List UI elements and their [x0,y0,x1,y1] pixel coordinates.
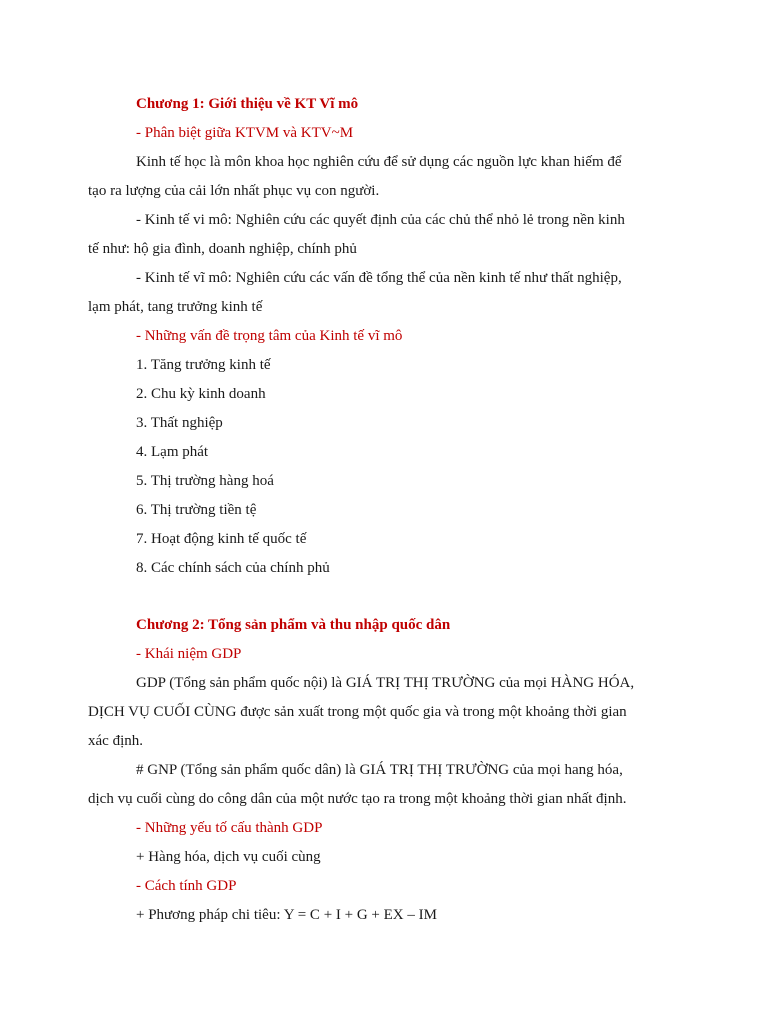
paragraph-line: tạo ra lượng của cải lớn nhất phục vụ con người. [88,183,380,199]
list-item: 3. Thất nghiệp [136,415,223,431]
list-item: 2. Chu kỳ kinh doanh [136,386,266,402]
paragraph-line: dịch vụ cuối cùng do công dân của một nước tạo ra trong một khoảng thời gian nhất định. [88,791,627,807]
paragraph-line: + Hàng hóa, dịch vụ cuối cùng [136,849,321,865]
paragraph-line: # GNP (Tổng sản phẩm quốc dân) là GIÁ TRỊ THỊ TRƯỜNG của mọi hang hóa, [136,762,623,778]
list-item: 1. Tăng trưởng kinh tế [136,357,271,373]
list-item: 6. Thị trường tiền tệ [136,502,257,518]
chapter-2-title: Chương 2: Tổng sản phẩm và thu nhập quốc dân [136,617,451,633]
paragraph-line: Kinh tế học là môn khoa học nghiên cứu để sử dụng các nguồn lực khan hiếm để [136,154,622,170]
paragraph-line: - Kinh tế vĩ mô: Nghiên cứu các vấn đề tổng thể của nền kinh tế như thất nghiệp, [136,270,622,286]
chapter-1-subheading-1: - Phân biệt giữa KTVM và KTV~M [136,125,354,141]
paragraph-line: lạm phát, tang trưởng kinh tế [88,299,263,315]
paragraph-line: - Kinh tế vi mô: Nghiên cứu các quyết định của các chủ thể nhỏ lẻ trong nền kinh [136,212,625,228]
chapter-2-subheading-3: - Cách tính GDP [136,878,237,894]
paragraph-line: GDP (Tổng sản phẩm quốc nội) là GIÁ TRỊ THỊ TRƯỜNG của mọi HÀNG HÓA, [136,675,635,691]
list-item: 5. Thị trường hàng hoá [136,473,274,489]
paragraph-line: DỊCH VỤ CUỐI CÙNG được sản xuất trong một quốc gia và trong một khoảng thời gian [88,704,627,720]
chapter-1-subheading-2: - Những vấn đề trọng tâm của Kinh tế vĩ mô [136,328,403,344]
chapter-2-subheading-2: - Những yếu tố cấu thành GDP [136,820,323,836]
list-item: 7. Hoạt động kinh tế quốc tế [136,531,307,547]
paragraph-line: + Phương pháp chi tiêu: Y = C + I + G + EX – IM [136,907,437,923]
list-item: 4. Lạm phát [136,444,209,460]
paragraph-line: tế như: hộ gia đình, doanh nghiệp, chính phủ [88,241,357,257]
paragraph-line: xác định. [88,733,143,749]
chapter-1-title: Chương 1: Giới thiệu về KT Vĩ mô [136,96,359,112]
chapter-2-subheading-1: - Khái niệm GDP [136,646,242,662]
list-item: 8. Các chính sách của chính phủ [136,560,330,576]
